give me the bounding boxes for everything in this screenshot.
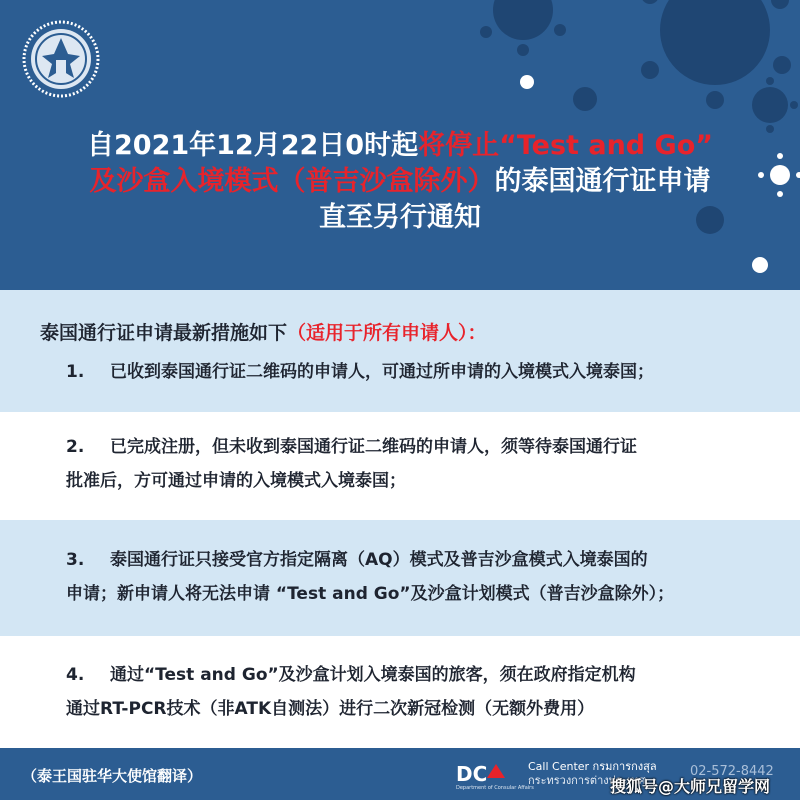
virus-icon [570,84,600,114]
list-item [66,430,756,464]
item-text: 通过“Test and Go”及沙盒计划入境泰国的旅客，须在政府指定机构 [110,665,636,685]
headline-pass-text: 的泰国通行证申请 [494,166,711,197]
watermark: 搜狐号@大师兄留学网 [610,777,771,796]
call-center-line-1: Call Center กรมการกงสุล [528,760,657,773]
item-text-continued: 批准后，方可通过申请的入境模式入境泰国； [66,471,406,491]
headline-date-text: 自2021年12月22日0时起 [87,130,419,161]
headline-line-2 [0,164,800,200]
item-text-continued: 通过RT-PCR技术（非ATK自测法）进行二次新冠检测（无额外费用） [66,699,595,719]
measures-heading [40,318,487,345]
virus-icon [515,70,539,94]
list-item [66,658,756,692]
headline [0,128,800,236]
headline-stop-text: 将停止“Test and Go” [418,130,713,161]
headline-line-3: 直至另行通知 [319,202,481,233]
item-number: 2. [66,437,85,457]
measures-heading-text: 泰国通行证申请最新措施如下 [40,322,288,344]
virus-icon [468,0,578,60]
dc-logo: DC [456,762,488,786]
thai-seal-icon [22,20,100,98]
footer-bar [0,748,800,800]
item-text: 已收到泰国通行证二维码的申请人，可通过所申请的入境模式入境泰国； [110,362,654,382]
item-text: 已完成注册，但未收到泰国通行证二维码的申请人，须等待泰国通行证 [110,437,637,457]
list-item [66,543,756,577]
header-banner [0,0,800,290]
item-text: 泰国通行证只接受官方指定隔离（AQ）模式及普吉沙盒模式入境泰国的 [110,550,648,570]
item-band-1 [0,290,800,412]
headline-line-1 [0,128,800,164]
item-number: 1. [66,362,85,382]
item-number: 4. [66,665,85,685]
virus-icon [745,250,775,280]
dc-logo-triangle-icon [487,764,505,778]
virus-icon [740,75,800,135]
measures-heading-scope: （适用于所有申请人）： [287,322,487,344]
item-text-continued: 申请；新申请人将无法申请 “Test and Go”及沙盒计划模式（普吉沙盒除外）； [66,584,675,604]
item-number: 3. [66,550,85,570]
translation-credit: （泰王国驻华大使馆翻译） [22,767,203,785]
call-center-line-2: กระทรวงการต่างประเทศ [528,774,646,787]
headline-sandbox-text: 及沙盒入境模式（普吉沙盒除外） [89,166,495,197]
dc-logo-subtitle: Department of Consular Affairs [456,785,534,791]
call-center-phone: 02-572-8442 [690,764,774,779]
list-item [66,355,756,389]
